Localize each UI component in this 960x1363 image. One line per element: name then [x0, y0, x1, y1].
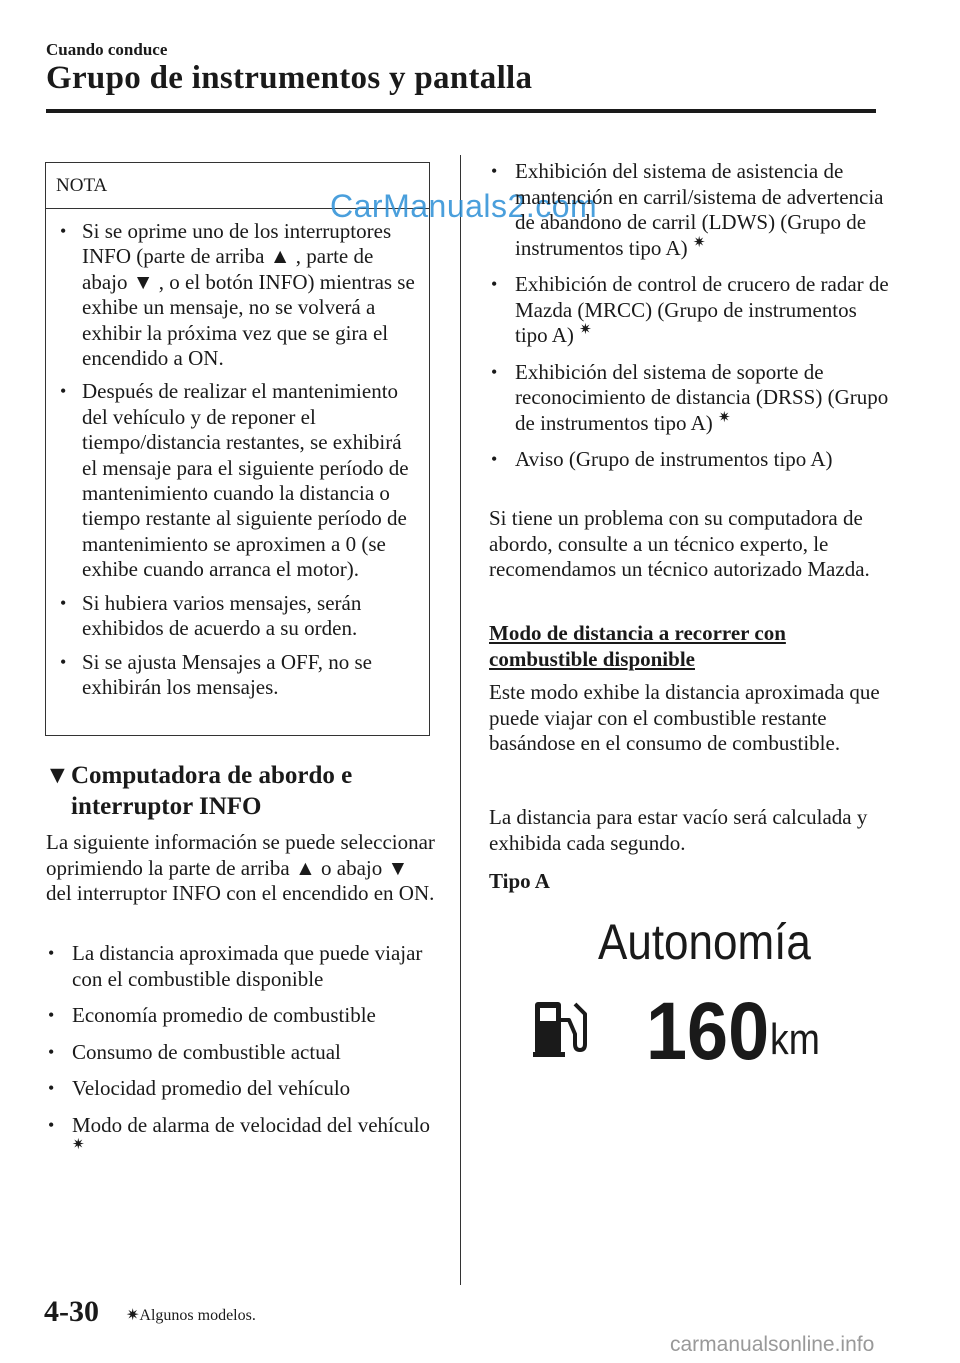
list-item: [489, 159, 889, 261]
star-marker: ✷: [72, 1137, 85, 1153]
star-marker: ✷: [579, 322, 592, 338]
note-item-text: Después de realizar el mantenimiento del vehículo y de reponer el tiempo/distancia restantes, se exhibirá el mensaje para el siguiente período de mantenimiento cuando la distancia o tiempo restante al siguiente período de mantenimiento se aproximen a 0 (se exhibe cuando arranca el motor).: [82, 379, 409, 582]
bullet: •: [48, 1041, 55, 1062]
running-head: Cuando conduce: [46, 40, 168, 59]
section-triangle-icon: ▼: [45, 762, 70, 789]
section-title-line2: interruptor INFO: [71, 793, 262, 820]
distance-value: 160: [646, 986, 770, 1077]
list-item-text: Exhibición de control de crucero de radar de Mazda (MRCC) (Grupo de instrumentos tipo A): [515, 272, 889, 347]
bullet: •: [491, 161, 498, 181]
display-title: Autonomía: [598, 914, 811, 970]
list-item: [46, 1040, 446, 1066]
list-item: [46, 1076, 446, 1102]
bullet: •: [48, 1005, 55, 1025]
star-marker: ✷: [692, 234, 706, 251]
section-intro: La siguiente información se puede seleccionar oprimiendo la parte de arriba ▲ o abajo ▼ del interruptor INFO con el encendido en ON.: [46, 830, 435, 905]
footnote-marker: ✷: [126, 1307, 140, 1324]
bullet: •: [60, 221, 67, 241]
watermark-bottom: carmanualsonline.info: [670, 1333, 875, 1356]
list-item: [489, 360, 889, 437]
footnote-text: Algunos modelos.: [139, 1307, 256, 1324]
fuel-pump-icon: [533, 1000, 595, 1063]
bullet: •: [48, 1114, 55, 1135]
subheading: Modo de distancia a recorrer con combustible disponible: [489, 621, 786, 671]
list-item-text: Aviso (Grupo de instrumentos tipo A): [515, 447, 833, 471]
list-item-text: Economía promedio de combustible: [72, 1003, 376, 1027]
bullet: •: [491, 361, 498, 382]
list-item: [489, 447, 889, 473]
star-marker: ✷: [718, 409, 731, 426]
note-item: [58, 379, 419, 582]
advice-paragraph: Si tiene un problema con su computadora de abordo, consulte a un técnico experto, le recomendamos un técnico autorizado Mazda.: [489, 506, 870, 581]
column-divider: [460, 155, 461, 1285]
list-item-text: Modo de alarma de velocidad del vehículo: [72, 1112, 431, 1137]
bullet: •: [60, 651, 67, 672]
note-box: [45, 162, 430, 736]
list-item-text: Consumo de combustible actual: [72, 1039, 341, 1064]
header-rule: [46, 109, 876, 113]
list-item: [46, 941, 446, 992]
list-item-text: Exhibición del sistema de soporte de reconocimiento de distancia (DRSS) (Grupo de instrumentos tipo A): [515, 359, 889, 435]
note-item-text: Si se ajusta Mensajes a OFF, no se exhibirán los mensajes.: [82, 649, 372, 699]
list-item-text: Velocidad promedio del vehículo: [72, 1076, 351, 1100]
bullet: •: [48, 1078, 55, 1098]
list-item: [46, 1003, 446, 1029]
chapter-title: Grupo de instrumentos y pantalla: [46, 60, 533, 96]
bullet: •: [491, 274, 498, 294]
note-list: [46, 209, 429, 700]
section-title: [45, 760, 352, 822]
bullet: •: [60, 592, 67, 613]
note-item: [58, 591, 419, 642]
section-title-line1: Computadora de abordo e: [71, 762, 353, 789]
list-item-text: Exhibición del sistema de asistencia de mantención en carril/sistema de advertencia de abandono de carril (LDWS) (Grupo de instrumentos tipo A): [515, 159, 884, 260]
list-item: [489, 272, 889, 349]
tipo-label: Tipo A: [489, 869, 550, 893]
note-heading: NOTA: [46, 163, 429, 209]
right-info-list: [489, 159, 889, 484]
bullet: •: [60, 381, 67, 402]
info-list: [46, 941, 446, 1175]
note-item-text: Si hubiera varios mensajes, serán exhibidos de acuerdo a su orden.: [82, 590, 362, 641]
list-item-text: La distancia aproximada que puede viajar con el combustible disponible: [72, 941, 423, 991]
note-item: [58, 219, 419, 371]
list-item: [46, 1113, 446, 1164]
note-item: [58, 650, 419, 701]
bullet: •: [491, 449, 498, 469]
bullet: •: [48, 943, 55, 963]
mode-description: Este modo exhibe la distancia aproximada que puede viajar con el combustible restante basándose en el consumo de combustible.: [489, 680, 880, 755]
mode-update-note: La distancia para estar vacío será calculada y exhibida cada segundo.: [489, 805, 868, 855]
note-item-text: Si se oprime uno de los interruptores INFO (parte de arriba ▲ , parte de abajo ▼ , o el botón INFO) mientras se exhibe un mensaje, no se volverá a exhibir la próxima vez que se gira el encendido a ON.: [82, 219, 415, 371]
footnote: [126, 1305, 256, 1325]
watermark-top: CarManuals2.com: [330, 188, 598, 224]
distance-unit: km: [770, 1015, 820, 1064]
page-number: 4-30: [44, 1295, 99, 1328]
